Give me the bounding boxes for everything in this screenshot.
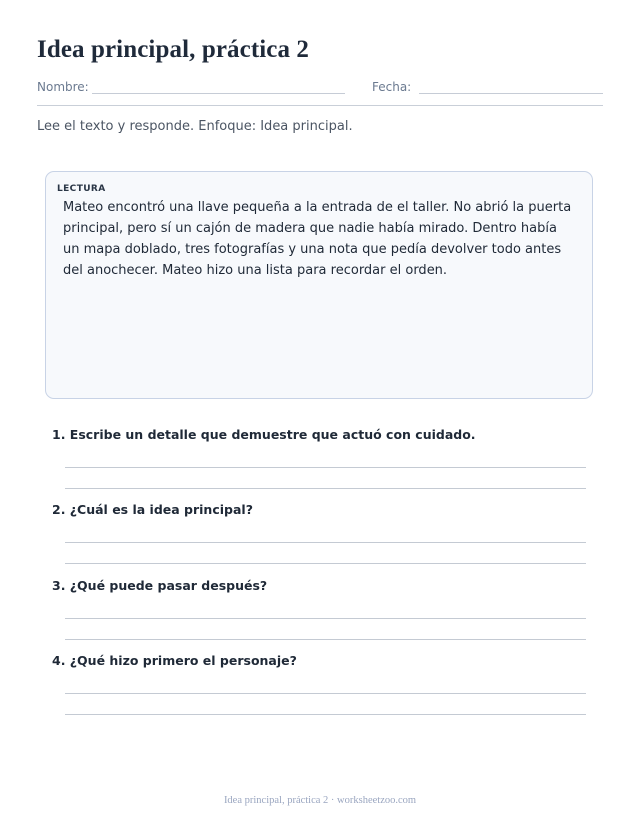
answer-line[interactable] bbox=[65, 488, 586, 489]
answer-line[interactable] bbox=[65, 618, 586, 619]
question-3 bbox=[52, 578, 592, 593]
reading-text: Mateo encontró una llave pequeña a la entrada de el taller. No abrió la puerta principal, pero sí un cajón de madera que nadie había mirado. Dentro había un mapa doblado, tres fotografías y una nota que pedía devolver todo antes del anochecer. Mateo hizo una lista para recordar el orden. bbox=[63, 200, 572, 278]
name-date-row bbox=[37, 80, 603, 98]
question-text: 1. Escribe un detalle que demuestre que actuó con cuidado. bbox=[52, 427, 476, 442]
answer-line[interactable] bbox=[65, 693, 586, 694]
page-footer: Idea principal, práctica 2 · worksheetzoo.com bbox=[223, 795, 417, 806]
page-title: Idea principal, práctica 2 bbox=[37, 36, 310, 63]
name-field[interactable] bbox=[92, 93, 345, 94]
date-field[interactable] bbox=[419, 93, 603, 94]
answer-line[interactable] bbox=[65, 467, 586, 468]
answer-line[interactable] bbox=[65, 563, 586, 564]
question-text: 3. ¿Qué puede pasar después? bbox=[52, 578, 268, 593]
answer-line[interactable] bbox=[65, 639, 586, 640]
date-label: Fecha: bbox=[372, 80, 412, 94]
question-2 bbox=[52, 502, 592, 517]
instructions: Lee el texto y responde. Enfoque: Idea principal. bbox=[37, 119, 353, 134]
question-1 bbox=[52, 427, 592, 442]
question-text: 4. ¿Qué hizo primero el personaje? bbox=[52, 653, 297, 668]
reading-label: LECTURA bbox=[57, 184, 106, 194]
reading-box bbox=[45, 171, 593, 399]
name-label: Nombre: bbox=[37, 80, 89, 94]
answer-line[interactable] bbox=[65, 542, 586, 543]
question-4 bbox=[52, 653, 592, 668]
header-divider bbox=[37, 105, 603, 106]
answer-line[interactable] bbox=[65, 714, 586, 715]
question-text: 2. ¿Cuál es la idea principal? bbox=[52, 502, 253, 517]
